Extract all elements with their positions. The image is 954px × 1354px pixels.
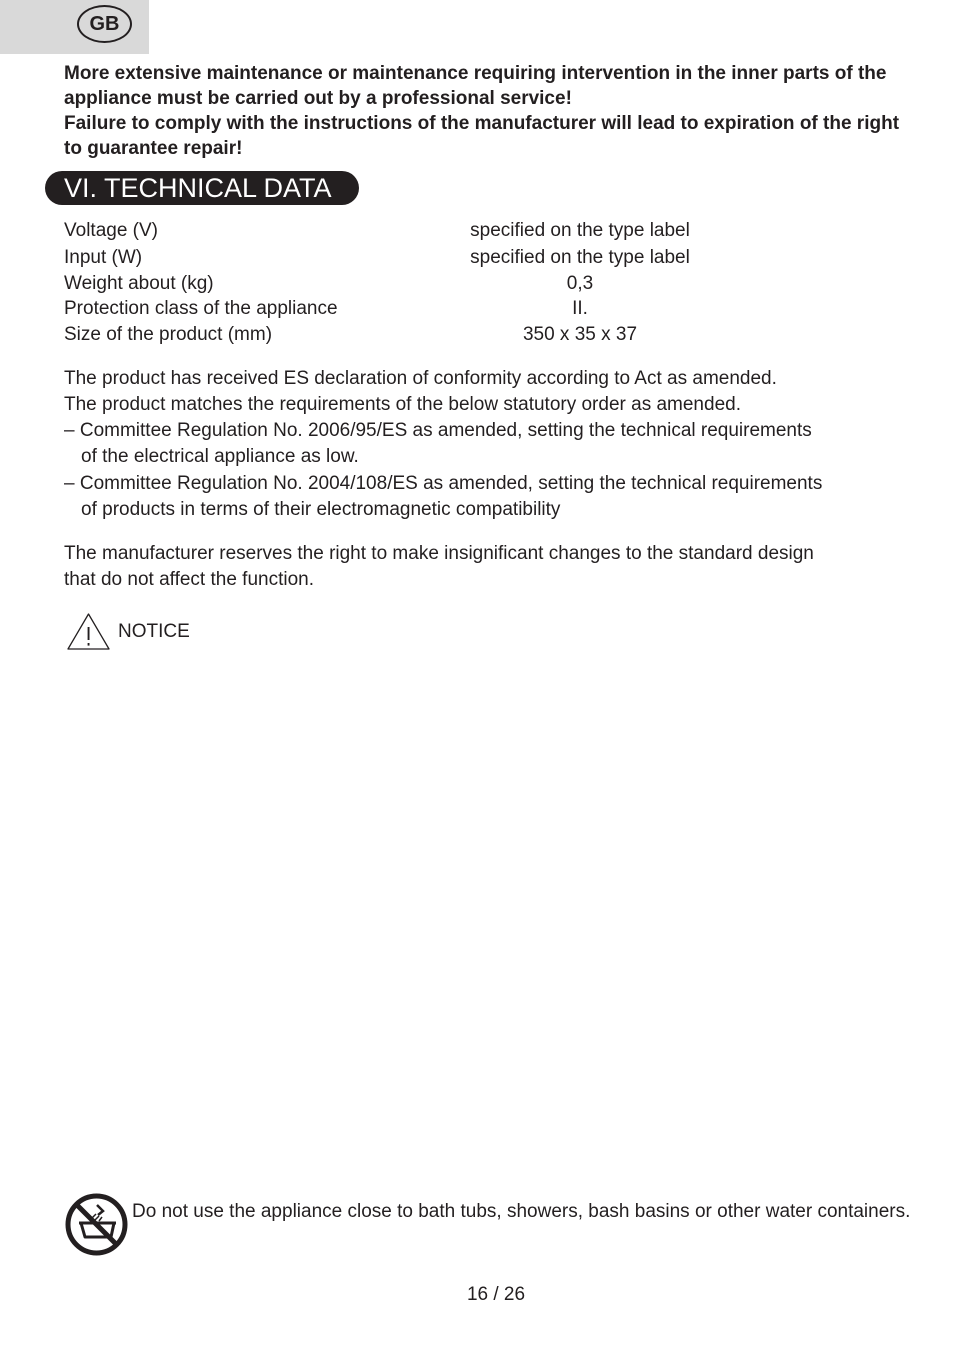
spec-value: II. xyxy=(572,298,588,319)
spec-label: Size of the product (mm) xyxy=(64,324,273,345)
water-warning-text: Do not use the appliance close to bath tubs, showers, bash basins or other water containers. xyxy=(132,1201,911,1222)
regulation-text: – Committee Regulation No. 2006/95/ES as amended, setting the technical requirements xyxy=(64,420,812,441)
regulation-item xyxy=(64,418,904,470)
regulation-text-continued: of the electrical appliance as low. xyxy=(81,446,359,467)
spec-value: specified on the type label xyxy=(470,220,690,241)
spec-value: 350 x 35 x 37 xyxy=(522,324,638,345)
spec-row xyxy=(64,271,864,297)
warning-triangle-icon xyxy=(67,613,110,650)
maintenance-warning xyxy=(64,61,904,161)
language-tab xyxy=(0,0,149,54)
spec-value: 0,3 xyxy=(566,273,594,294)
spec-label: Protection class of the appliance xyxy=(64,298,338,319)
spec-row xyxy=(64,245,864,271)
requirements-statement: The product matches the requirements of the below statutory order as amended. xyxy=(64,394,741,415)
manufacturer-note: The manufacturer reserves the right to make insignificant changes to the standard design xyxy=(64,543,814,564)
spec-row xyxy=(64,296,864,322)
page-number: 16 / 26 xyxy=(466,1284,526,1305)
regulation-text: – Committee Regulation No. 2004/108/ES as amended, setting the technical requirements xyxy=(64,473,823,494)
section-title: VI. TECHNICAL DATA xyxy=(45,171,359,205)
spec-value: specified on the type label xyxy=(470,247,690,268)
regulation-item xyxy=(64,471,904,523)
conformity-statement: The product has received ES declaration of conformity according to Act as amended. xyxy=(64,368,777,389)
spec-row xyxy=(64,322,864,348)
spec-label: Voltage (V) xyxy=(64,220,158,241)
no-water-icon xyxy=(65,1193,128,1256)
manufacturer-note-continued: that do not affect the function. xyxy=(64,569,314,590)
guarantee-warning-text: Failure to comply with the instructions of the manufacturer will lead to expiration of the right to guarantee repair! xyxy=(64,113,900,159)
regulation-text-continued: of products in terms of their electromagnetic compatibility xyxy=(81,499,561,520)
spec-row xyxy=(64,218,864,244)
notice-label: NOTICE xyxy=(118,621,190,642)
language-badge: GB xyxy=(77,5,132,43)
spec-label: Input (W) xyxy=(64,247,143,268)
spec-label: Weight about (kg) xyxy=(64,273,214,294)
maintenance-warning-text: More extensive maintenance or maintenance requiring intervention in the inner parts of the appliance must be carried out by a professional service! xyxy=(64,63,887,109)
